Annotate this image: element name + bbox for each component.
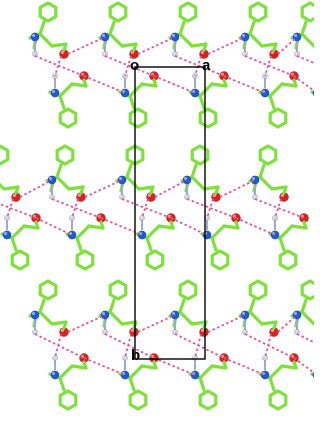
atom-highlight (50, 195, 52, 197)
carbon-bond (154, 362, 156, 368)
atom-highlight (295, 330, 297, 332)
atom-highlight (33, 52, 35, 54)
carbon-bond (171, 222, 173, 228)
atom-highlight (263, 356, 265, 358)
carbon-bond (154, 80, 156, 86)
hydrogen-atom (294, 329, 299, 334)
carbon-bond (284, 187, 286, 193)
atom-highlight (185, 195, 187, 197)
atom-highlight (273, 216, 275, 218)
origin-label: o (130, 57, 140, 74)
atom-highlight (53, 356, 55, 358)
atom-highlight (52, 372, 55, 375)
carbon-bond (224, 80, 226, 86)
carbon-bond (84, 80, 86, 86)
atom-highlight (253, 195, 255, 197)
atom-highlight (5, 216, 7, 218)
carbon-bond (236, 222, 238, 228)
carbon-bond (274, 44, 276, 50)
carbon-bond (16, 187, 18, 193)
atom-highlight (52, 90, 55, 93)
carbon-bond (84, 362, 86, 368)
axis-a-label: a (202, 57, 211, 74)
atom-highlight (103, 330, 105, 332)
atom-highlight (32, 34, 35, 37)
hydrogen-atom (172, 329, 177, 334)
atom-highlight (103, 52, 105, 54)
carbon-bond (274, 322, 276, 328)
carbon-bond (304, 222, 306, 228)
atom-highlight (243, 330, 245, 332)
carbon-bond (294, 80, 296, 86)
carbon-bond (64, 44, 66, 50)
carbon-bond (216, 187, 218, 193)
axis-b-label: b (131, 347, 141, 364)
nitrogen-atom (51, 371, 59, 379)
nitrogen-atom (31, 311, 39, 319)
atom-highlight (33, 330, 35, 332)
hydrogen-atom (242, 329, 247, 334)
carbon-bond (36, 222, 38, 228)
atom-highlight (252, 177, 255, 180)
carbon-bond (224, 362, 226, 368)
carbon-bond (64, 322, 66, 328)
atom-highlight (243, 52, 245, 54)
atom-highlight (4, 232, 7, 235)
nitrogen-atom (51, 89, 59, 97)
nitrogen-atom (31, 33, 39, 41)
hydrogen-atom (32, 329, 37, 334)
atom-highlight (120, 195, 122, 197)
atom-highlight (140, 216, 142, 218)
hydrogen-atom (102, 329, 107, 334)
atom-highlight (32, 312, 35, 315)
nitrogen-atom (3, 231, 11, 239)
carbon-bond (81, 187, 83, 193)
carbon-bond (101, 222, 103, 228)
atom-highlight (193, 356, 195, 358)
carbon-bond (134, 44, 136, 50)
atom-highlight (173, 52, 175, 54)
atom-highlight (173, 330, 175, 332)
carbon-bond (294, 362, 296, 368)
atom-highlight (70, 216, 72, 218)
carbon-bond (204, 44, 206, 50)
atom-highlight (123, 356, 125, 358)
carbon-bond (151, 187, 153, 193)
atom-highlight (295, 52, 297, 54)
